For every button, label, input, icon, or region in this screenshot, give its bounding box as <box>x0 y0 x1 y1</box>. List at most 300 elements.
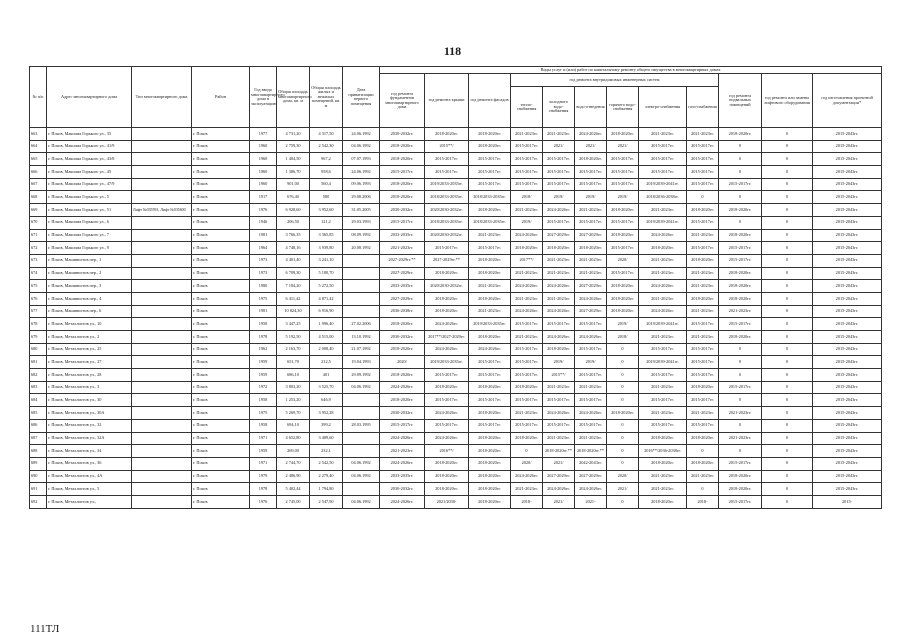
cell-facade: 2018-2020гг. <box>469 254 511 267</box>
cell-basement: 2018-2020гг. <box>719 204 762 217</box>
cell-heat-supply: 2018-2020гг. <box>511 381 543 394</box>
cell-total-area: 6 411,42 <box>277 292 310 305</box>
cell-electric: 2021-2023гг. <box>639 470 687 483</box>
cell-lift: 0 <box>762 280 813 293</box>
cell-hot-water: 0 <box>607 381 639 394</box>
cell-total-area: 4 731,20 <box>277 128 310 141</box>
cell-basement: 2021-2023гг. <box>719 305 762 318</box>
cell-foundation: 2027-2029гг. <box>380 292 425 305</box>
cell-cold-water: 2024-2026гг. <box>543 204 575 217</box>
cell-privatization-date <box>343 267 380 280</box>
cell-type <box>132 254 192 267</box>
cell-privatization-date <box>343 305 380 318</box>
cell-lift: 0 <box>762 267 813 280</box>
cell-district: г. Псков <box>192 470 250 483</box>
cell-address: г. Псков, Металлистов ул., 27 <box>47 356 132 369</box>
cell-facade: 2018-2020гг. <box>469 432 511 445</box>
cell-num: 670 <box>30 216 47 229</box>
cell-foundation: 2030-2032гг. <box>380 331 425 344</box>
cell-cold-water: 2015-2017гг. <box>543 318 575 331</box>
cell-year: 1980 <box>250 280 277 293</box>
cell-facade: 2015-2017гг. <box>469 178 511 191</box>
cell-electric: 2019/2039-2041гг. <box>639 178 687 191</box>
cell-electric: 2018-2020гг. <box>639 495 687 508</box>
header-foundation: год ремонта фундаментов многоквартирного дома <box>380 74 425 128</box>
table-row <box>30 432 882 445</box>
cell-hot-water: 2018/ <box>607 331 639 344</box>
cell-lift: 0 <box>762 242 813 255</box>
cell-hot-water: 2021/ <box>607 483 639 496</box>
cell-total-area: 4 652,80 <box>277 432 310 445</box>
cell-foundation: 2018-2020гг. <box>380 394 425 407</box>
cell-type <box>132 470 192 483</box>
cell-year: 1977 <box>250 128 277 141</box>
cell-foundation: 2015-2017гг. <box>380 216 425 229</box>
cell-total-area: 901,00 <box>277 178 310 191</box>
cell-basement: 0 <box>719 445 762 458</box>
cell-address: г. Псков, Металлистов ул., 32А <box>47 432 132 445</box>
cell-district: г. Псков <box>192 166 250 179</box>
cell-roof: 2018-2020гг. <box>425 381 469 394</box>
cell-roof: 2020/2030-2032гг. <box>425 204 469 217</box>
cell-heat-supply: 2020/ <box>511 457 543 470</box>
cell-total-area: 2 759,30 <box>277 140 310 153</box>
cell-lift: 0 <box>762 128 813 141</box>
cell-lift: 0 <box>762 292 813 305</box>
cell-cold-water: 2019/ <box>543 191 575 204</box>
cell-lift: 0 <box>762 445 813 458</box>
cell-heat-supply: 2015-2017гг. <box>511 153 543 166</box>
cell-electric: 2018/2036-2038гг. <box>639 191 687 204</box>
cell-year: 1976 <box>250 204 277 217</box>
table-row <box>30 153 882 166</box>
cell-lift: 0 <box>762 140 813 153</box>
cell-residential-area: 2 542,50 <box>310 457 343 470</box>
cell-address: г. Псков, Металлистов ул., 2 <box>47 331 132 344</box>
cell-roof: 2018-2020гг. <box>425 305 469 318</box>
cell-lift: 0 <box>762 204 813 217</box>
cell-sewerage: 2021-2023гг. <box>575 267 607 280</box>
cell-type <box>132 166 192 179</box>
cell-year: 1973 <box>250 267 277 280</box>
cell-basement: 0 <box>719 216 762 229</box>
cell-basement: 0 <box>719 153 762 166</box>
cell-num: 674 <box>30 267 47 280</box>
cell-hot-water: 2020/ <box>607 470 639 483</box>
cell-year: 1973 <box>250 254 277 267</box>
cell-foundation: 2015-2017гг. <box>380 419 425 432</box>
cell-basement: 2018-2020гг. <box>719 331 762 344</box>
cell-total-area: 2 745,00 <box>277 495 310 508</box>
table-row <box>30 318 882 331</box>
cell-total-area: 3 447,25 <box>277 318 310 331</box>
cell-sewerage: 2021/ <box>575 140 607 153</box>
cell-gas: 2015-2017гг. <box>687 140 719 153</box>
cell-basement: 2015-2017гг. <box>719 381 762 394</box>
cell-electric: 2021-2023гг. <box>639 407 687 420</box>
cell-year: 1981 <box>250 229 277 242</box>
cell-heat-supply: 2024-2026гг. <box>511 305 543 318</box>
cell-type <box>132 419 192 432</box>
cell-electric: 2021-2023гг. <box>639 128 687 141</box>
cell-address: г. Псков, Металлистов ул., 3 <box>47 381 132 394</box>
cell-facade: 2018-2020гг. <box>469 128 511 141</box>
cell-basement: 2018-2020гг. <box>719 128 762 141</box>
cell-hot-water: 2015-2017гг. <box>607 166 639 179</box>
cell-design-docs: 2015-2043гг. <box>813 254 882 267</box>
header-roof: год ремонта крыши <box>425 74 469 128</box>
cell-total-area: 3 803,20 <box>277 381 310 394</box>
cell-gas: 2018-2020гг. <box>687 292 719 305</box>
cell-address: г. Псков, Максима Горького ул., 45 <box>47 166 132 179</box>
cell-residential-area: 3 952,28 <box>310 407 343 420</box>
cell-roof: 2018-2020гг. <box>425 470 469 483</box>
capital-repair-table-sheet <box>29 66 881 509</box>
cell-hot-water: 2020/ <box>607 254 639 267</box>
cell-foundation: 2024-2026гг. <box>380 432 425 445</box>
cell-heat-supply: 2024-2026гг. <box>511 280 543 293</box>
cell-heat-supply: 2015-2017гг. <box>511 343 543 356</box>
cell-total-area: 7 184,20 <box>277 280 310 293</box>
cell-roof: 2015-2017гг. <box>425 419 469 432</box>
cell-year: 1971 <box>250 457 277 470</box>
cell-sewerage: 2021-2023гг. <box>575 254 607 267</box>
cell-foundation: 2030-2032гг. <box>380 128 425 141</box>
cell-facade: 2018/2033-2035гг. <box>469 191 511 204</box>
cell-privatization-date: 04.06.1992 <box>343 495 380 508</box>
cell-num: 680 <box>30 343 47 356</box>
cell-district: г. Псков <box>192 204 250 217</box>
cell-heat-supply: 2018/ <box>511 191 543 204</box>
cell-year: 1981 <box>250 305 277 318</box>
header-cold-water: холодного водо-снабжения <box>543 87 575 128</box>
cell-facade: 2018-2020гг. <box>469 407 511 420</box>
cell-hot-water: 0 <box>607 369 639 382</box>
cell-total-area: 4 401,40 <box>277 254 310 267</box>
cell-district: г. Псков <box>192 191 250 204</box>
header-heat-supply: тепло-снабжения <box>511 87 543 128</box>
cell-gas: 2015-2017гг. <box>687 166 719 179</box>
cell-electric: 2021-2023гг. <box>639 381 687 394</box>
cell-heat-supply: 2024-2026гг. <box>511 229 543 242</box>
cell-privatization-date: 31.05.2005 <box>343 204 380 217</box>
cell-foundation: 2024-2026гг. <box>380 457 425 470</box>
cell-type <box>132 394 192 407</box>
cell-num: 686 <box>30 419 47 432</box>
cell-heat-supply: 2015-2017гг. <box>511 369 543 382</box>
header-design-docs: год изготовления проектной документации* <box>813 74 882 128</box>
cell-electric: 2018-2020гг. <box>639 432 687 445</box>
cell-year: 1975 <box>250 407 277 420</box>
cell-year: 1959 <box>250 369 277 382</box>
cell-roof: 2015-2017гг. <box>425 242 469 255</box>
cell-foundation: 2015-2017гг. <box>380 166 425 179</box>
cell-total-area: 676,40 <box>277 191 310 204</box>
cell-foundation: 2024-2026гг. <box>380 381 425 394</box>
cell-residential-area: 2 008,40 <box>310 343 343 356</box>
cell-cold-water: 2021-2023гг. <box>543 292 575 305</box>
cell-type <box>132 292 192 305</box>
cell-address: г. Псков, Металлистов ул., 36 <box>47 457 132 470</box>
cell-residential-area: 212,5 <box>310 356 343 369</box>
cell-sewerage: 2019/ <box>575 356 607 369</box>
table-row <box>30 369 882 382</box>
cell-hot-water: 2018-2020гг. <box>607 280 639 293</box>
cell-cold-water: 2027-2029гг. <box>543 229 575 242</box>
cell-foundation: 2033-2035гг. <box>380 280 425 293</box>
cell-total-area: 3 766,35 <box>277 229 310 242</box>
table-row <box>30 191 882 204</box>
cell-roof: 2018-2020гг. <box>425 457 469 470</box>
cell-total-area: 1 386,70 <box>277 166 310 179</box>
header-facade: год ремонта фасадов <box>469 74 511 128</box>
cell-cold-water: 2021/ <box>543 140 575 153</box>
cell-type: Лифт №035593, Лифт №035600 <box>132 204 192 217</box>
cell-sewerage: 2018-2020гг.** <box>575 445 607 458</box>
cell-foundation: 2024-2026гг. <box>380 495 425 508</box>
cell-basement: 2018-2020гг. <box>719 229 762 242</box>
cell-district: г. Псков <box>192 178 250 191</box>
cell-hot-water: 0 <box>607 343 639 356</box>
cell-basement: 0 <box>719 140 762 153</box>
cell-heat-supply: 0 <box>511 445 543 458</box>
cell-electric: 2024-2026гг. <box>639 280 687 293</box>
footer-code: 111ТЛ <box>30 623 60 635</box>
cell-cold-water: 2018-2020гг. <box>543 343 575 356</box>
cell-electric: 2021-2023гг. <box>639 254 687 267</box>
cell-num: 683 <box>30 381 47 394</box>
cell-year: 1960 <box>250 178 277 191</box>
cell-design-docs: 2015-2043гг. <box>813 178 882 191</box>
cell-lift: 0 <box>762 483 813 496</box>
cell-address: г. Псков, Максима Горького ул., 41/9 <box>47 140 132 153</box>
cell-hot-water: 2015-2017гг. <box>607 178 639 191</box>
cell-cold-water: 2024-2026гг. <box>543 305 575 318</box>
cell-residential-area: 4 871,42 <box>310 292 343 305</box>
cell-residential-area: 121,2 <box>310 216 343 229</box>
cell-roof: 2024-2026гг. <box>425 432 469 445</box>
cell-facade: 2015-2017гг. <box>469 369 511 382</box>
cell-basement: 0 <box>719 419 762 432</box>
cell-foundation: 2021-2023гг. <box>380 242 425 255</box>
cell-district: г. Псков <box>192 457 250 470</box>
cell-year: 1946 <box>250 216 277 229</box>
cell-facade: 2024-2026гг. <box>469 343 511 356</box>
cell-design-docs: 2015-2043гг. <box>813 356 882 369</box>
cell-lift: 0 <box>762 331 813 344</box>
page-number: 118 <box>443 44 462 58</box>
cell-heat-supply: 2021-2023гг. <box>511 128 543 141</box>
cell-gas: 2021-2023гг. <box>687 128 719 141</box>
table-row <box>30 292 882 305</box>
cell-sewerage: 2042-2043гг. <box>575 457 607 470</box>
cell-address: г. Псков, Металлистов ул., 30 <box>47 394 132 407</box>
table-row <box>30 331 882 344</box>
cell-address: г. Псков, Максима Горького ул., 35 <box>47 128 132 141</box>
cell-gas: 2021-2023гг. <box>687 305 719 318</box>
cell-lift: 0 <box>762 343 813 356</box>
cell-electric: 2015-2017гг. <box>639 369 687 382</box>
cell-roof: 2020/2030-2032гг. <box>425 280 469 293</box>
cell-type <box>132 432 192 445</box>
cell-basement: 2015-2017гг. <box>719 242 762 255</box>
cell-type <box>132 356 192 369</box>
cell-electric: 2024-2026гг. <box>639 305 687 318</box>
cell-facade: 2018-2020гг. <box>469 483 511 496</box>
cell-privatization-date: 24.06.1992 <box>343 166 380 179</box>
cell-sewerage: 2024-2026гг. <box>575 292 607 305</box>
cell-gas: 2018-2020гг. <box>687 204 719 217</box>
cell-gas: 2015-2017гг. <box>687 394 719 407</box>
cell-type <box>132 305 192 318</box>
cell-year: 1917 <box>250 191 277 204</box>
cell-gas: 2015-2017гг. <box>687 216 719 229</box>
cell-privatization-date: 04.06.1992 <box>343 457 380 470</box>
cell-residential-area: 2 542,30 <box>310 140 343 153</box>
cell-district: г. Псков <box>192 280 250 293</box>
cell-heat-supply: 2018-2020гг. <box>511 432 543 445</box>
cell-basement: 2015-2017гг. <box>719 254 762 267</box>
cell-heat-supply: 2015-2017гг. <box>511 166 543 179</box>
cell-year: 1978 <box>250 331 277 344</box>
cell-design-docs: 2015-2043гг. <box>813 280 882 293</box>
cell-facade: 2018-2020гг. <box>469 267 511 280</box>
cell-sewerage: 2015-2017гг. <box>575 318 607 331</box>
cell-foundation: 2018-2020гг. <box>380 343 425 356</box>
cell-residential-area: 3 939,80 <box>310 242 343 255</box>
table-row <box>30 254 882 267</box>
cell-address: г. Псков, Металлистов ул., 5 <box>47 483 132 496</box>
cell-electric: 2015-2017гг. <box>639 140 687 153</box>
cell-roof: 2021/2030- <box>425 495 469 508</box>
cell-privatization-date: 29.08.2006 <box>343 191 380 204</box>
cell-lift: 0 <box>762 394 813 407</box>
cell-lift: 0 <box>762 254 813 267</box>
cell-num: 669 <box>30 204 47 217</box>
cell-heat-supply: 2017**/ <box>511 254 543 267</box>
cell-total-area: 5 269,70 <box>277 407 310 420</box>
cell-sewerage: 2015-2017гг. <box>575 178 607 191</box>
cell-num: 678 <box>30 318 47 331</box>
cell-type <box>132 229 192 242</box>
cell-year: 1979 <box>250 470 277 483</box>
cell-lift: 0 <box>762 381 813 394</box>
cell-facade: 2021-2023гг. <box>469 305 511 318</box>
cell-foundation: 2027-2029гг. <box>380 267 425 280</box>
cell-sewerage: 2015-2017гг. <box>575 394 607 407</box>
cell-type <box>132 128 192 141</box>
cell-design-docs: 2015-2043гг. <box>813 128 882 141</box>
cell-total-area: 694,10 <box>277 419 310 432</box>
header-total-area: Общая площадь многоквартирного дома, кв. м <box>277 67 310 128</box>
cell-cold-water: 2021-2023гг. <box>543 267 575 280</box>
cell-design-docs: 2015-2043гг. <box>813 457 882 470</box>
cell-hot-water: 2018-2020гг. <box>607 407 639 420</box>
cell-cold-water: 2021-2023гг. <box>543 128 575 141</box>
cell-total-area: 1 253,20 <box>277 394 310 407</box>
cell-type <box>132 407 192 420</box>
cell-roof: 2019/2033-2035гг. <box>425 356 469 369</box>
cell-basement: 0 <box>719 191 762 204</box>
cell-cold-water: 2021/ <box>543 457 575 470</box>
table-row <box>30 242 882 255</box>
cell-lift: 0 <box>762 369 813 382</box>
cell-roof: 2015**/ <box>425 140 469 153</box>
cell-residential-area: 1 794,80 <box>310 483 343 496</box>
cell-type <box>132 495 192 508</box>
cell-lift: 0 <box>762 356 813 369</box>
cell-year: 1960 <box>250 140 277 153</box>
cell-design-docs: 2015-2043гг. <box>813 292 882 305</box>
cell-heat-supply: 2015-2017гг. <box>511 178 543 191</box>
cell-lift: 0 <box>762 419 813 432</box>
table-row <box>30 166 882 179</box>
cell-heat-supply: 2024-2026гг. <box>511 470 543 483</box>
cell-facade: 2015-2017гг. <box>469 394 511 407</box>
cell-gas: 2018- <box>687 495 719 508</box>
cell-district: г. Псков <box>192 318 250 331</box>
cell-gas: 2018-2020гг. <box>687 432 719 445</box>
cell-sewerage: 2027-2029гг. <box>575 305 607 318</box>
cell-year: 1958 <box>250 318 277 331</box>
cell-cold-water: 2024-2026гг. <box>543 483 575 496</box>
cell-district: г. Псков <box>192 254 250 267</box>
cell-lift: 0 <box>762 305 813 318</box>
cell-hot-water: 2015-2017гг. <box>607 153 639 166</box>
cell-address: г. Псков, Металлистов ул., 25 <box>47 343 132 356</box>
cell-electric: 2021-2023гг. <box>639 292 687 305</box>
cell-gas: 2015-2017гг. <box>687 318 719 331</box>
cell-residential-area: 5 272,50 <box>310 280 343 293</box>
header-works-group: Виды услуг и (или) работ по капитальному ремонту общего имущества в многоквартирных домах <box>380 67 882 74</box>
cell-design-docs: 2015-2043гг. <box>813 470 882 483</box>
cell-cold-water: 2021-2023гг. <box>543 432 575 445</box>
cell-gas: 2015-2017гг. <box>687 356 719 369</box>
cell-type <box>132 331 192 344</box>
cell-facade: 2021-2023гг. <box>469 280 511 293</box>
cell-sewerage: 2015-2017гг. <box>575 419 607 432</box>
cell-residential-area: 399,2 <box>310 419 343 432</box>
cell-privatization-date <box>343 394 380 407</box>
cell-lift: 0 <box>762 216 813 229</box>
header-address: Адрес многоквартирного дома <box>47 67 132 128</box>
cell-lift: 0 <box>762 229 813 242</box>
cell-year: 1962 <box>250 343 277 356</box>
table-row <box>30 216 882 229</box>
cell-total-area: 10 824,30 <box>277 305 310 318</box>
cell-facade: 2018-2020гг. <box>469 445 511 458</box>
cell-num: 671 <box>30 229 47 242</box>
cell-basement: 2018-2020гг. <box>719 280 762 293</box>
cell-facade: 2019/2033-2035гг. <box>469 318 511 331</box>
table-row <box>30 483 882 496</box>
table-row <box>30 495 882 508</box>
cell-basement: 0 <box>719 166 762 179</box>
cell-num: 689 <box>30 457 47 470</box>
cell-heat-supply: 2015-2017гг. <box>511 394 543 407</box>
cell-facade: 2015-2017гг. <box>469 242 511 255</box>
cell-address: г. Псков, Максима Горького ул., 5 <box>47 191 132 204</box>
cell-privatization-date: 27.02.2006 <box>343 318 380 331</box>
cell-roof: 2019/2033-2035гг. <box>425 178 469 191</box>
cell-foundation: 2018-2020гг. <box>380 369 425 382</box>
cell-district: г. Псков <box>192 445 250 458</box>
cell-cold-water: 2015-2017гг. <box>543 394 575 407</box>
cell-privatization-date <box>343 280 380 293</box>
cell-basement: 0 <box>719 369 762 382</box>
cell-lift: 0 <box>762 178 813 191</box>
cell-foundation: 2033-2035гг. <box>380 229 425 242</box>
